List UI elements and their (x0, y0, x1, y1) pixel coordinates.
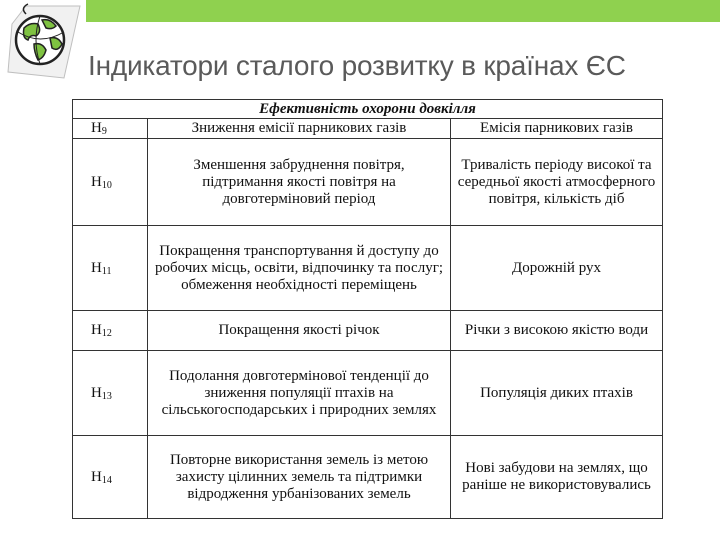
indicator-cell: Дорожній рух (451, 226, 663, 311)
table-row (73, 311, 663, 351)
indicator-cell: Популяція диких птахів (451, 351, 663, 436)
goal-cell: Повторне використання земель із метою захисту цілинних земель та підтримки відродження урбанізованих земель (148, 436, 451, 519)
indicator-code: $Н_{14}$ (73, 436, 148, 519)
indicator-code: $Н_{10}$ (73, 139, 148, 226)
table-row (73, 226, 663, 311)
indicator-code: $Н_{11}$ (73, 226, 148, 311)
indicator-cell: Нові забудови на землях, що раніше не використовувались (451, 436, 663, 519)
indicator-code: $Н_{12}$ (73, 311, 148, 351)
indicator-cell: Тривалість періоду високої та середньої якості атмосферного повітря, кількість діб (451, 139, 663, 226)
indicator-code: $Н_{13}$ (73, 351, 148, 436)
table-row (73, 351, 663, 436)
top-accent-bar (86, 0, 720, 22)
goal-cell: Подолання довготермінової тенденції до зниження популяції птахів на сільськогосподарських і природних землях (148, 351, 451, 436)
indicator-code: $Н_9$ (73, 119, 148, 139)
section-header: Ефективність охорони довкілля (73, 100, 663, 119)
goal-cell: Покращення транспортування й доступу до робочих місць, освіти, відпочинку та послуг; обмеження необхідності переміщень (148, 226, 451, 311)
goal-cell: Зменшення забруднення повітря, підтримання якості повітря на довготерміновий період (148, 139, 451, 226)
indicator-cell: Річки з високою якістю води (451, 311, 663, 351)
indicator-cell: Емісія парникових газів (451, 119, 663, 139)
goal-cell: Зниження емісії парникових газів (148, 119, 451, 139)
slide-title: Індикатори сталого розвитку в країнах ЄС (88, 50, 626, 81)
globe-logo-icon (4, 2, 86, 82)
table-row (73, 436, 663, 519)
table-row (73, 139, 663, 226)
table-row (73, 119, 663, 139)
indicators-table (72, 99, 663, 519)
goal-cell: Покращення якості річок (148, 311, 451, 351)
